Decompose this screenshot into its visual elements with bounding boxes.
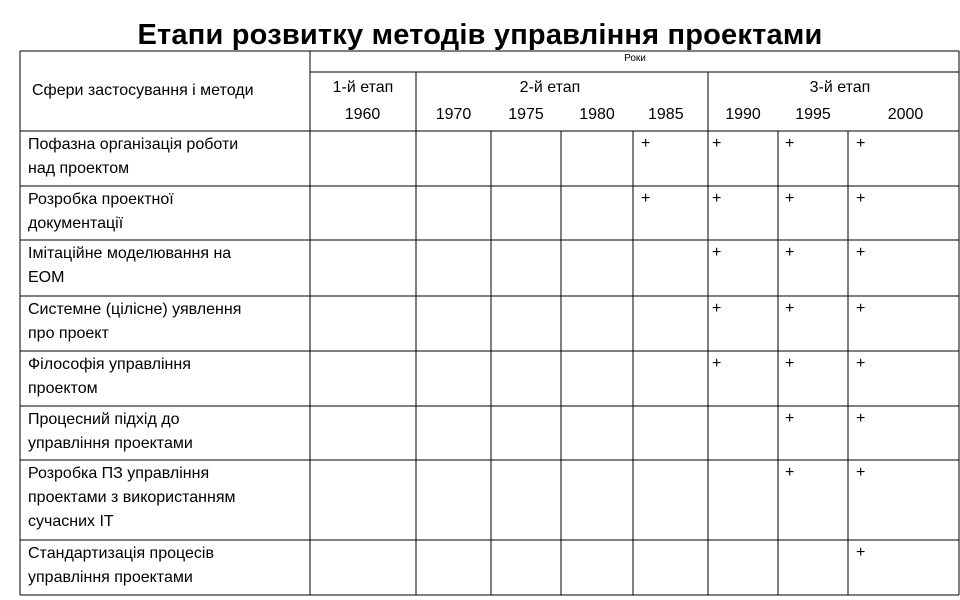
year-1990: 1990 <box>725 106 761 123</box>
cell-mark: + <box>712 355 722 372</box>
cell-mark: + <box>785 190 795 207</box>
cell-mark: + <box>785 410 795 427</box>
row-label-line: про проект <box>28 325 109 342</box>
year-1995: 1995 <box>795 106 831 123</box>
row-label-line: над проектом <box>28 160 130 177</box>
row-label-line: проектом <box>28 380 98 397</box>
row-label-line: проектами з використанням <box>28 489 236 506</box>
cell-mark: + <box>785 464 795 481</box>
cell-mark: + <box>641 190 651 207</box>
row-label-line: Філософія управління <box>28 356 191 373</box>
row-label-line: Розробка проектної <box>28 191 174 208</box>
row-label-line: управління проектами <box>28 569 193 586</box>
cell-mark: + <box>712 135 722 152</box>
row-label-line: Розробка ПЗ управління <box>28 465 210 482</box>
page-title: Етапи розвитку методів управління проектами <box>137 19 823 51</box>
row-label-line: Імітаційне моделювання на <box>28 245 232 262</box>
cell-mark: + <box>856 410 866 427</box>
cell-mark: + <box>856 464 866 481</box>
stage-2-label: 2-й етап <box>519 79 581 96</box>
year-1960: 1960 <box>344 106 381 123</box>
row-label-line: сучасних ІТ <box>28 513 114 530</box>
row-label-line: Стандартизація процесів <box>28 545 214 562</box>
year-1980: 1980 <box>579 106 615 123</box>
cell-mark: + <box>785 300 795 317</box>
year-1985: 1985 <box>648 106 684 123</box>
cell-mark: + <box>856 135 866 152</box>
cell-mark: + <box>785 355 795 372</box>
cell-mark: + <box>641 135 651 152</box>
year-2000: 2000 <box>887 106 924 123</box>
row-label-line: Процесний підхід до <box>28 411 180 428</box>
stage-1-label: 1-й етап <box>332 79 394 96</box>
row-label-line: управління проектами <box>28 435 193 452</box>
row-label-line: Пофазна організація роботи <box>28 136 239 153</box>
row-header: Сфери застосування і методи <box>32 82 254 99</box>
cell-mark: + <box>785 135 795 152</box>
cell-mark: + <box>856 300 866 317</box>
cell-mark: + <box>712 244 722 261</box>
row-label-line: ЕОМ <box>28 269 65 286</box>
cell-mark: + <box>712 190 722 207</box>
year-1970: 1970 <box>435 106 472 123</box>
row-label-line: Системне (цілісне) уявлення <box>28 301 242 318</box>
cell-mark: + <box>712 300 722 317</box>
cell-mark: + <box>856 355 866 372</box>
cell-mark: + <box>856 544 866 561</box>
year-1975: 1975 <box>508 106 544 123</box>
stage-3-label: 3-й етап <box>809 79 871 96</box>
cell-mark: + <box>856 190 866 207</box>
row-label-line: документації <box>28 215 124 232</box>
years-caption: Роки <box>624 53 646 64</box>
cell-mark: + <box>856 244 866 261</box>
cell-mark: + <box>785 244 795 261</box>
